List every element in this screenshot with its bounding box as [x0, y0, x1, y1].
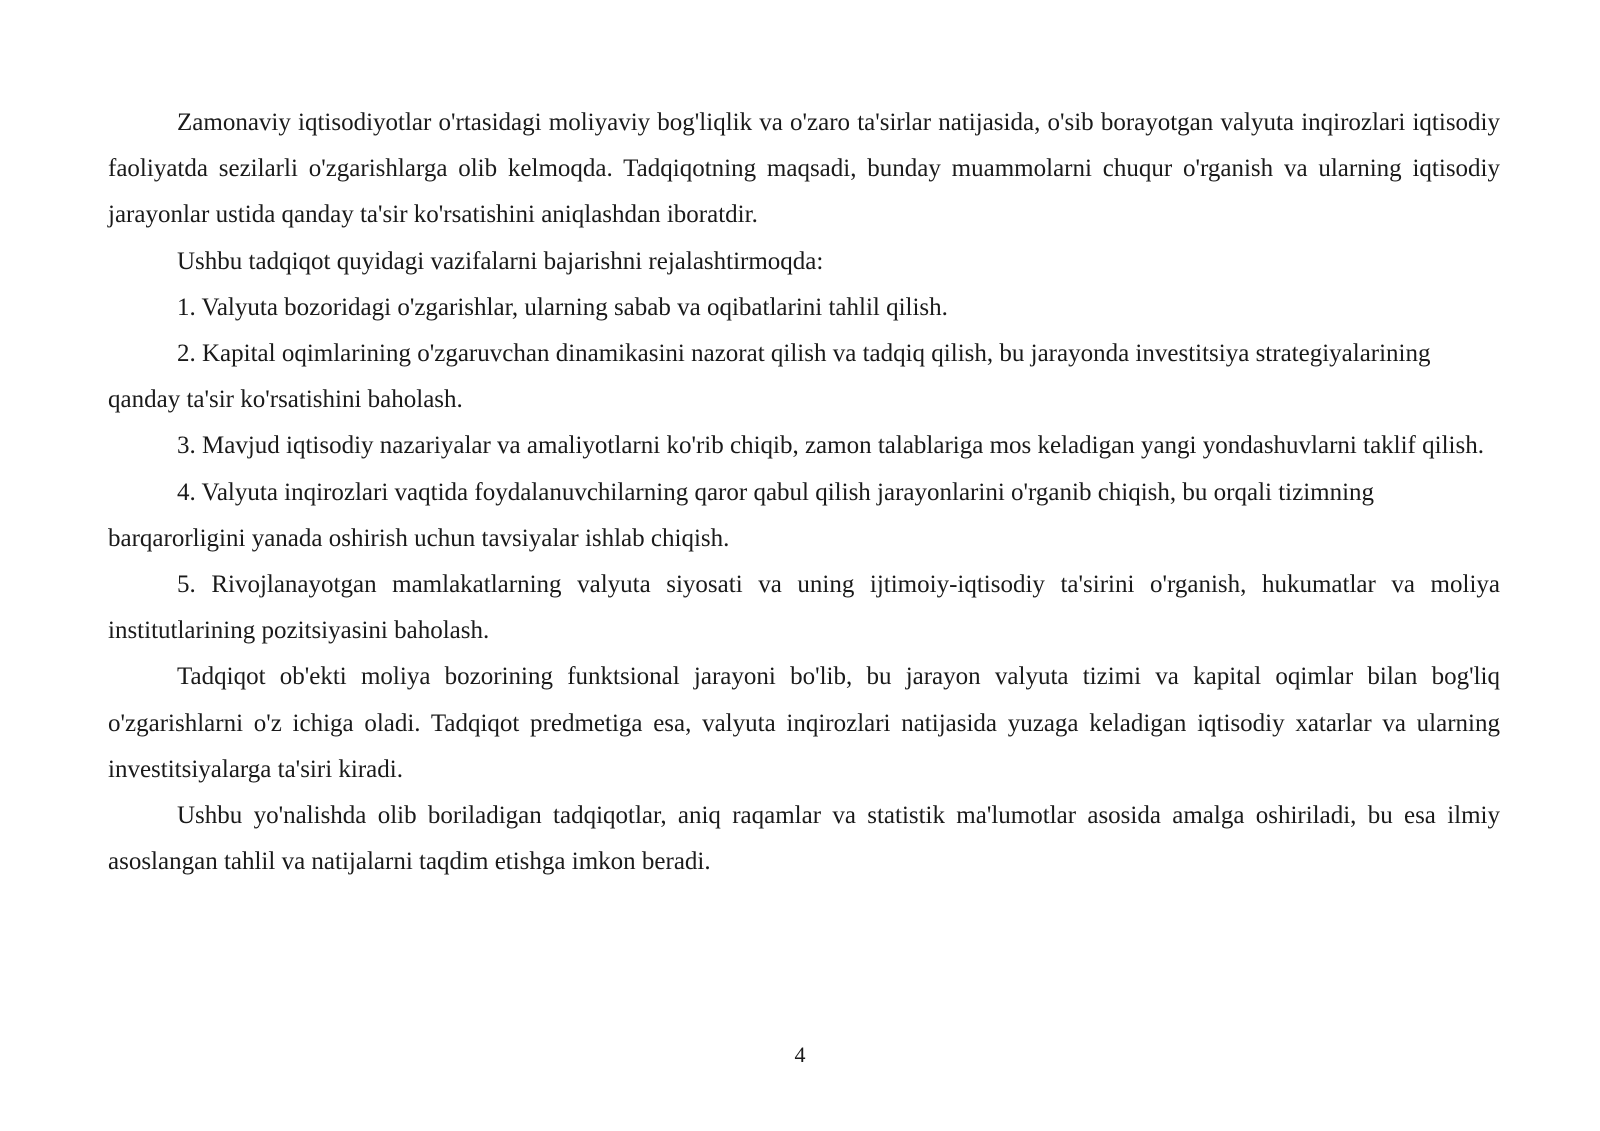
list-item-task-5: 5. Rivojlanayotgan mamlakatlarning valyuta siyosati va uning ijtimoiy-iqtisodiy ta'sirini o'rganish, hukumatlar va moliya institutlarining pozitsiyasini baholash.: [108, 571, 1500, 645]
document-body: [108, 100, 1500, 885]
paragraph-research-object: Tadqiqot ob'ekti moliya bozorining funktsional jarayoni bo'lib, bu jarayon valyuta tizimi va kapital oqimlar bilan bog'liq o'zgarishlarni o'z ichiga oladi. Tadqiqot predmetiga esa, valyuta inqirozlari natijasida yuzaga keladigan iqtisodiy xatarlar va ularning investitsiyalarga ta'siri kiradi.: [108, 663, 1500, 783]
list-item-task-2: 2. Kapital oqimlarining o'zgaruvchan dinamikasini nazorat qilish va tadqiq qilish, bu jarayonda investitsiya strategiyalarining qanday ta'sir ko'rsatishini baholash.: [108, 340, 1431, 414]
paragraph-conclusion: Ushbu yo'nalishda olib boriladigan tadqiqotlar, aniq raqamlar va statistik ma'lumotlar asosida amalga oshiriladi, bu esa ilmiy asoslangan tahlil va natijalarni taqdim etishga imkon beradi.: [108, 802, 1500, 876]
list-item-task-4: 4. Valyuta inqirozlari vaqtida foydalanuvchilarning qaror qabul qilish jarayonlarini o'rganib chiqish, bu orqali tizimning barqarorligini yanada oshirish uchun tavsiyalar ishlab chiqish.: [108, 478, 1375, 552]
paragraph-tasks-heading: Ushbu tadqiqot quyidagi vazifalarni bajarishni rejalashtirmoqda:: [177, 247, 824, 275]
list-item-task-3: 3. Mavjud iqtisodiy nazariyalar va amaliyotlarni ko'rib chiqib, zamon talablariga mos keladigan yangi yondashuvlarni taklif qilish.: [177, 432, 1484, 460]
page-number: 4: [794, 1042, 806, 1067]
paragraph-intro: Zamonaviy iqtisodiyotlar o'rtasidagi moliyaviy bog'liqlik va o'zaro ta'sirlar natijasida, o'sib borayotgan valyuta inqirozlari iqtisodiy faoliyatda sezilarli o'zgarishlarga olib kelmoqda. Tadqiqotning maqsadi, bunday muammolarni chuqur o'rganish va ularning iqtisodiy jarayonlar ustida qanday ta'sir ko'rsatishini aniqlashdan iboratdir.: [108, 109, 1500, 229]
list-item-task-1: 1. Valyuta bozoridagi o'zgarishlar, ularning sabab va oqibatlarini tahlil qilish.: [177, 293, 948, 321]
